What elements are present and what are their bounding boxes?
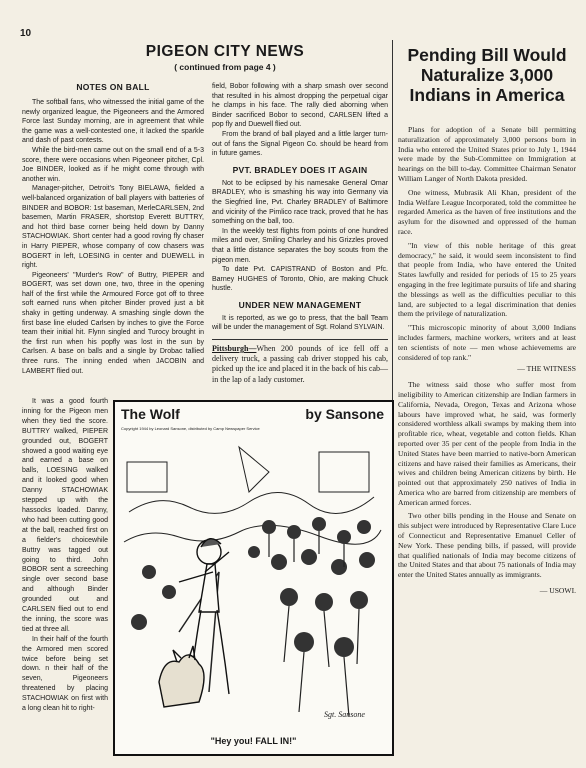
management-title: UNDER NEW MANAGEMENT [238,299,362,310]
pittsburgh-text: When 200 pounds of ice fell off a delivery truck, a passing cab driver stopped his cab, picked up the ice and placed it in the back of his cab—in the lap of a lady customer. [212,344,388,384]
cartoon-drawing [119,432,385,728]
pittsburgh-item [212,344,388,385]
middle-column [212,82,388,385]
article-paragraph: Plans for adoption of a Senate bill permitting naturalization of approximately 3,000 persons born in India who entered the United States prior to July 1, 1944 were made by the Sub-Committee on Immigration at hearings on the bill to-day. Committee Chairman Senator William Langer of North Dakota presided. [398,125,576,183]
section-rule [212,339,388,340]
witness-signoff: — THE WITNESS [517,364,576,374]
management-text [212,314,388,333]
article-paragraph: In their half of the fourth the Armored men scored twice before being set down. n their half of the seven, Pigeoneers threatened by placing STACHOWIAK on first with a long clean hit to right- [22,635,108,713]
bradley-title: PVT. BRADLEY DOES IT AGAIN [232,164,368,175]
article-paragraph: One witness, Mubrasik Ali Khan, president of the India Welfare League Incorporated, told the committee he regarded America as the haven of free institutions and the asylum for the disowned and oppressed of the human race. [398,187,576,236]
cartoon-artist: by Sansone [305,406,384,422]
notes-on-ball-continued [22,397,108,714]
notes-on-ball-title: NOTES ON BALL [76,82,150,92]
article-paragraph: To date Pvt. CAPISTRAND of Boston and Pfc. Barney HUGHES of Toronto, Ohio, are making Chuck hustle. [212,266,388,293]
article-paragraph: From the brand of ball played and a little larger turn-out of fans the Signal Pigeon Co. should be heard from in future games. [212,130,388,158]
article-paragraph: "In view of this noble heritage of this great democracy," he said, it would seem inconsistent to find that people from India, who have entered the United States lawfully and resided for periods of 15 to 25 years engaging in the free legitimate pursuits of life and sharing the blessings as well as the difficulties peculiar to this land, are subjected to a legal discrimination that denies them the privilege of naturalization. [398,240,576,319]
article-paragraph: Manager-pitcher, Detroit's Tony BIELAWA, fielded a well-balanced organization of ball players with batteries of BINDER and BOBOR: 1st baseman, MerleCARLSEN, 2nd basemen, Martin FRASER, shortstop Everett BUTTRY, and hot third base corner being held down by Danny STACHOWIAK. Short center had a good roving fly chaser in Harry PIEPER, whose company of cow chasers was BOGERT in left, LOESING in center and DUEWELL in right. [22,185,204,270]
cartoon-title: The Wolf [121,406,180,422]
article-paragraph: The softball fans, who witnessed the initial game of the newly organized league, the Pigeoneers and the Armored Force last Sunday morning, are in agreement that while the game was a well-contested one, it lacked the sparkle and dash of past contests. [22,99,204,145]
article-paragraph: While the bird-men came out on the small end of a 5-3 score, there were occasions when Pigeoneer pitcher, Cpl. Joe BINDER, looked as if he might come through with another win. [22,146,204,183]
newsletter-title: PIGEON CITY NEWS [145,43,305,60]
wolf-cartoon [113,400,394,756]
page-number: 10 [20,28,32,39]
indians-bill-headline: Pending Bill Would Naturalize 3,000 Indians in America [407,45,567,105]
notes-on-ball-column [22,82,204,376]
article-paragraph: Two other bills pending in the House and Senate on this subject were introduced by Representative Clare Luce of Connecticut and Representative Emanuel Celler of New York. These pending bills, if passed, will provide that qualified nationals of India may become citizens of the United States and that about 75 nationals of India may enter the United States annually as immigrants. [398,511,576,580]
pittsburgh-dateline: Pittsburgh— [212,344,257,354]
article-paragraph: It was a good fourth inning for the Pigeon men when they tied the score. BUTTRY walked, PIEPER grounded out, BOGERT showed a good waiting eye and earned a base on balls, LOESING walked and it looked good when Danny STACHOWIAK stepped up with the hassocks loaded. Danny, who had been cutting good at the ball, reached first on a fielder's choicewhile Buttry was tagged out going to third. John BOBOR sent a screeching single over second base and although Binder grounded out and CARLSEN flied out to end the inning, the score was tied at three all. [22,398,108,633]
indians-bill-article [398,125,576,596]
notes-on-ball-end [212,82,388,159]
article-paragraph: field, Bobor following with a sharp smash over second that resulted in his almost dropping the perpetual cigar he clamps in his face. The rally died aborning when Binder sacrificed Bobor to second, CARLSEN lifted a pop fly and Duewell flied out. [212,83,388,129]
bradley-text [212,179,388,294]
usowi-signoff: — USOWI. [539,586,576,596]
notes-on-ball-text [22,98,204,376]
article-paragraph: "This microscopic minority of about 3,000 Indians includes farmers, machine workers, writers and at least ten scientists of note — men whose achievemems are considered of top rank." [398,323,576,362]
svg-text:Sgt. Sansone: Sgt. Sansone [324,710,365,719]
article-paragraph: Not to be eclipsed by his namesake General Omar BRADLEY, who is smashing his way into Germany via the Siegfried line, Pvt. Charley BRADLEY of Baltimore and vicinity of the Pimlico race track, proved that he has something on the ball, too. [212,179,388,226]
article-paragraph: The witness said those who suffer most from ineligibility to American citizenship are Indian farmers in California, Nevada, Oregon, Texas and Arizona whose labours have improved what, he said, was formerly considered worthless alkali swamps by making them into profitable rice, wheat, vegetable and cotton fields. Khan reported over 35 per cent of the people from India in the United States have been married to native-born American citizens and have raised their families as Americans, their wives and children being American citizens by birth. He pointed out that approximately 250 natives of India in America who are barred from citizenship are members of American armed forces. [398,380,576,507]
newsletter-subtitle: ( continued from page 4 ) [174,62,276,72]
article-paragraph: Pigeoneers' "Murder's Row" of Buttry, PIEPER and BOGERT, was set down one, two, three in the opening half of the first while the Armoured Force got off to three soft earned runs when pitcher Binder proved just a bit shaky in getting underway. A smashing single down the first base line eluded Carlsen by inches to give the Force team their initial hit. Flynn singled and Turocy brought in the first run when his popfly was lost in the sun by Carlsen. A base on balls and a single by Drobac tallied three runs. The inning ended when JACOBIN and LAMBERT flied out. [22,271,204,375]
article-paragraph: It is reported, as we go to press, that the ball Team will be under the management of Sgt. Roland SYLVAIN. [212,314,388,332]
cartoon-copyright: Copyright 1944 by Leonard Sansone, distributed by Camp Newspaper Service [121,426,260,431]
cartoon-caption: "Hey you! FALL IN!" [210,736,297,746]
article-paragraph: In the weekly test flights from points of one hundred miles and over, Smiling Charley and his Grizzles proved that a little distance separates the boy scouts from the pigeon men. [212,227,388,264]
